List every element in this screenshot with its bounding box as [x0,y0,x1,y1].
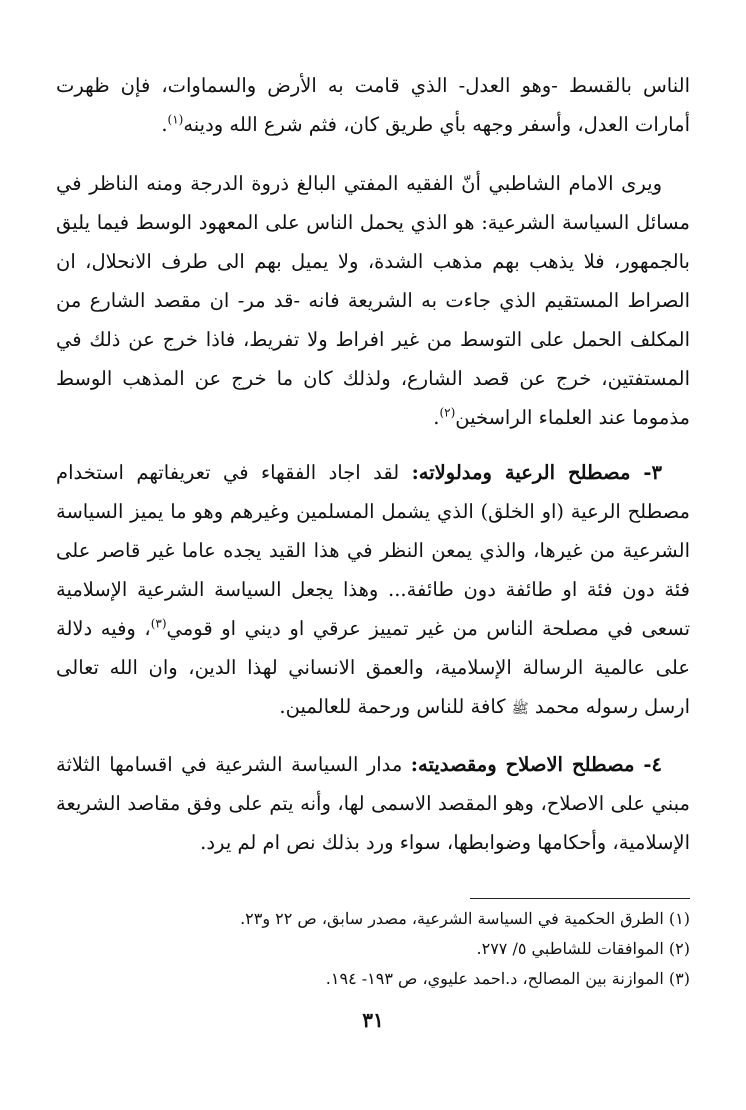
pbuh-glyph: ﷺ [511,701,529,717]
footnote-2: (٢) الموافقات للشاطبي ٥/ ٢٧٧. [476,939,690,958]
footnote-3: (٣) الموازنة بين المصالح، د.احمد عليوي، ص ١٩٣- ١٩٤. [325,969,690,988]
footnote-1: (١) الطرق الحكمية في السياسة الشرعية، مصدر سابق، ص ٢٢ و٢٣. [240,909,690,928]
footnote-ref-2[interactable]: (٢) [439,405,456,420]
paragraph-3 [56,453,690,729]
paragraph-3-text-2: ، وفيه دلالة على عالمية الرسالة الإسلامية، والعمق الانساني لهذا الدين، وان الله تعالى ارسل رسوله محمد [56,617,690,718]
paragraph-1-tail: . [161,113,168,136]
section-3-heading: ٣- مصطلح الرعية ومدلولاته: [411,461,662,484]
section-4-heading: ٤- مصطلح الاصلاح ومقصديته: [410,753,663,776]
paragraph-2-text: ويرى الامام الشاطبي أنّ الفقيه المفتي البالغ ذروة الدرجة ومنه الناظر في مسائل السياسة الشرعية: هو الذي يحمل الناس على المعهود الوسط فيما يليق بالجمهور، فلا يذهب بهم مذهب الشدة، ولا يميل بهم الى طرف الانحلال، ان الصراط المستقيم الذي جاءت به الشريعة فانه -قد مر- ان مقصد الشارع من المكلف الحمل على التوسط من غير افراط ولا تفريط، فاذا خرج عن ذلك في المستفتين، خرج عن قصد الشارع، ولذلك كان ما خرج عن المذهب الوسط مذموما عند العلماء الراسخين [56,172,690,429]
footnotes [56,904,690,994]
paragraph-2-tail: . [433,406,440,429]
page-number: ٣١ [362,1008,384,1032]
paragraph-1 [56,66,690,144]
footnote-ref-3[interactable]: (٣) [150,616,167,631]
paragraph-3-text: لقد اجاد الفقهاء في تعريفاتهم استخدام مصطلح الرعية (او الخلق) الذي يشمل المسلمين وغيرهم وهو ما يميز السياسة الشرعية من غيرها، والذي يمعن النظر في هذا القيد يجده عاما غير قاصر على فئة دون فئة او طائفة دون طائفة... وهذا يجعل السياسة الشرعية الإسلامية تسعى في مصلحة الناس من غير تمييز عرقي او ديني او قومي [56,461,691,640]
paragraph-2 [56,164,690,437]
footnote-ref-1[interactable]: (١) [167,112,184,127]
paragraph-4 [56,745,690,862]
paragraph-3-text-3: كافة للناس ورحمة للعالمين. [279,695,506,718]
paragraph-4-text: مدار السياسة الشرعية في اقسامها الثلاثة مبني على الاصلاح، وهو المقصد الاسمى لها، وأنه يتم على وفق مقاصد الشريعة الإسلامية، وأحكامها وضوابطها، سواء ورد بذلك نص ام لم يرد. [56,753,690,854]
paragraph-1-text: الناس بالقسط -وهو العدل- الذي قامت به الأرض والسماوات، فإن ظهرت أمارات العدل، وأسفر وجهه بأي طريق كان، فثم شرع الله ودينه [56,74,690,136]
footnote-divider [470,898,690,899]
